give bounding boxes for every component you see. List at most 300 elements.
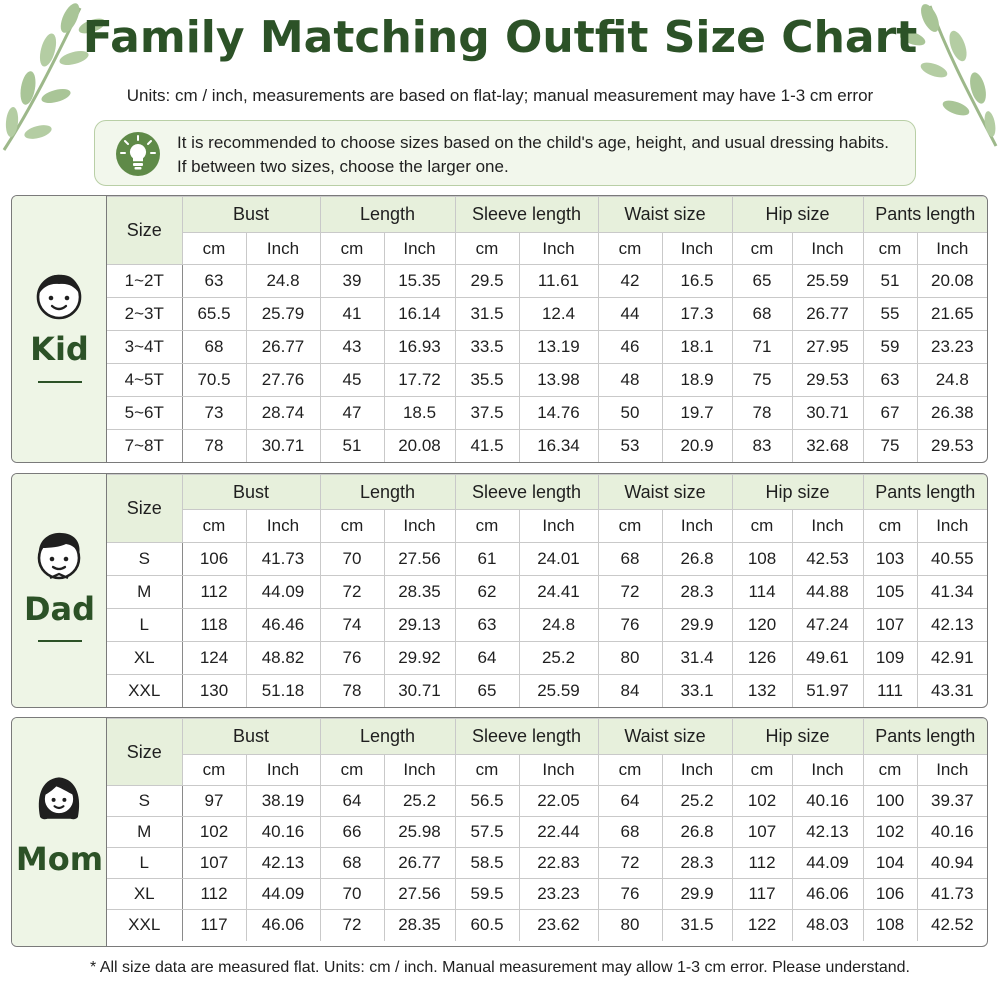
- value-cell: 31.5: [662, 910, 732, 941]
- value-cell: 14.76: [519, 397, 598, 430]
- size-cell: L: [107, 848, 182, 879]
- value-cell: 63: [182, 265, 246, 298]
- value-cell: 26.8: [662, 543, 732, 576]
- tip-line-1: It is recommended to choose sizes based on the child's age, height, and usual dressing habits.: [177, 133, 890, 152]
- value-cell: 106: [182, 543, 246, 576]
- value-cell: 132: [732, 675, 792, 708]
- value-cell: 72: [320, 910, 384, 941]
- size-cell: XL: [107, 642, 182, 675]
- value-cell: 12.4: [519, 298, 598, 331]
- value-cell: 27.56: [384, 543, 455, 576]
- waist-size-header: Waist size: [598, 197, 732, 233]
- value-cell: 56.5: [455, 786, 519, 817]
- value-cell: 42.91: [917, 642, 987, 675]
- value-cell: 48: [598, 364, 662, 397]
- dad-side-panel: [12, 474, 107, 707]
- value-cell: 30.71: [246, 430, 320, 463]
- value-cell: 29.9: [662, 879, 732, 910]
- size-cell: L: [107, 609, 182, 642]
- value-cell: 16.93: [384, 331, 455, 364]
- waist-size-header: Waist size: [598, 719, 732, 755]
- value-cell: 20.9: [662, 430, 732, 463]
- table-row: [107, 397, 987, 430]
- value-cell: 37.5: [455, 397, 519, 430]
- value-cell: 26.77: [792, 298, 863, 331]
- cm-unit-header: cm: [598, 510, 662, 543]
- size-cell: M: [107, 817, 182, 848]
- tip-line-2: If between two sizes, choose the larger one.: [177, 157, 509, 176]
- length-header: Length: [320, 719, 455, 755]
- size-cell: M: [107, 576, 182, 609]
- value-cell: 102: [732, 786, 792, 817]
- cm-unit-header: cm: [182, 510, 246, 543]
- value-cell: 39: [320, 265, 384, 298]
- value-cell: 49.61: [792, 642, 863, 675]
- value-cell: 42.53: [792, 543, 863, 576]
- hip-size-header: Hip size: [732, 475, 863, 510]
- size-cell: 3~4T: [107, 331, 182, 364]
- value-cell: 16.14: [384, 298, 455, 331]
- size-column-header: Size: [107, 475, 182, 543]
- value-cell: 25.2: [662, 786, 732, 817]
- value-cell: 28.74: [246, 397, 320, 430]
- value-cell: 18.9: [662, 364, 732, 397]
- inch-unit-header: Inch: [246, 755, 320, 786]
- value-cell: 78: [182, 430, 246, 463]
- value-cell: 51.18: [246, 675, 320, 708]
- value-cell: 118: [182, 609, 246, 642]
- value-cell: 22.44: [519, 817, 598, 848]
- value-cell: 76: [320, 642, 384, 675]
- value-cell: 16.34: [519, 430, 598, 463]
- value-cell: 60.5: [455, 910, 519, 941]
- table-row: [107, 786, 987, 817]
- value-cell: 35.5: [455, 364, 519, 397]
- value-cell: 51: [863, 265, 917, 298]
- value-cell: 70: [320, 543, 384, 576]
- value-cell: 120: [732, 609, 792, 642]
- table-row: [107, 642, 987, 675]
- value-cell: 25.2: [519, 642, 598, 675]
- value-cell: 28.3: [662, 848, 732, 879]
- dad-underline: [38, 640, 82, 642]
- value-cell: 18.1: [662, 331, 732, 364]
- value-cell: 41.73: [246, 543, 320, 576]
- value-cell: 22.05: [519, 786, 598, 817]
- value-cell: 39.37: [917, 786, 987, 817]
- value-cell: 38.19: [246, 786, 320, 817]
- table-row: [107, 430, 987, 463]
- value-cell: 80: [598, 642, 662, 675]
- value-cell: 30.71: [792, 397, 863, 430]
- cm-unit-header: cm: [863, 233, 917, 265]
- value-cell: 107: [182, 848, 246, 879]
- size-cell: 7~8T: [107, 430, 182, 463]
- inch-unit-header: Inch: [917, 755, 987, 786]
- size-cell: XXL: [107, 910, 182, 941]
- size-cell: S: [107, 543, 182, 576]
- length-header: Length: [320, 475, 455, 510]
- value-cell: 68: [732, 298, 792, 331]
- value-cell: 51.97: [792, 675, 863, 708]
- value-cell: 16.5: [662, 265, 732, 298]
- value-cell: 40.16: [792, 786, 863, 817]
- page-title: Family Matching Outfit Size Chart: [82, 12, 918, 63]
- value-cell: 53: [598, 430, 662, 463]
- value-cell: 42.13: [917, 609, 987, 642]
- value-cell: 102: [863, 817, 917, 848]
- value-cell: 65: [455, 675, 519, 708]
- value-cell: 13.98: [519, 364, 598, 397]
- value-cell: 62: [455, 576, 519, 609]
- cm-unit-header: cm: [863, 510, 917, 543]
- cm-unit-header: cm: [320, 755, 384, 786]
- child-face-icon: [32, 268, 86, 322]
- value-cell: 105: [863, 576, 917, 609]
- waist-size-header: Waist size: [598, 475, 732, 510]
- value-cell: 40.16: [246, 817, 320, 848]
- table-row: [107, 364, 987, 397]
- value-cell: 78: [732, 397, 792, 430]
- value-cell: 24.8: [917, 364, 987, 397]
- value-cell: 61: [455, 543, 519, 576]
- inch-unit-header: Inch: [792, 510, 863, 543]
- value-cell: 45: [320, 364, 384, 397]
- value-cell: 13.19: [519, 331, 598, 364]
- bust-header: Bust: [182, 197, 320, 233]
- value-cell: 46: [598, 331, 662, 364]
- value-cell: 51: [320, 430, 384, 463]
- value-cell: 33.1: [662, 675, 732, 708]
- table-row: [107, 543, 987, 576]
- value-cell: 107: [732, 817, 792, 848]
- value-cell: 46.06: [792, 879, 863, 910]
- page-subtitle: Units: cm / inch, measurements are based on flat-lay; manual measurement may have 1-3 cm error: [126, 86, 874, 105]
- value-cell: 48.03: [792, 910, 863, 941]
- value-cell: 70.5: [182, 364, 246, 397]
- value-cell: 33.5: [455, 331, 519, 364]
- value-cell: 44: [598, 298, 662, 331]
- value-cell: 27.76: [246, 364, 320, 397]
- value-cell: 19.7: [662, 397, 732, 430]
- value-cell: 23.23: [519, 879, 598, 910]
- value-cell: 44.09: [792, 848, 863, 879]
- cm-unit-header: cm: [455, 233, 519, 265]
- inch-unit-header: Inch: [662, 510, 732, 543]
- mom-size-table: [107, 718, 987, 941]
- value-cell: 66: [320, 817, 384, 848]
- value-cell: 25.79: [246, 298, 320, 331]
- cm-unit-header: cm: [863, 755, 917, 786]
- value-cell: 31.5: [455, 298, 519, 331]
- value-cell: 15.35: [384, 265, 455, 298]
- value-cell: 31.4: [662, 642, 732, 675]
- value-cell: 114: [732, 576, 792, 609]
- value-cell: 23.23: [917, 331, 987, 364]
- inch-unit-header: Inch: [792, 755, 863, 786]
- value-cell: 24.41: [519, 576, 598, 609]
- value-cell: 102: [182, 817, 246, 848]
- cm-unit-header: cm: [182, 233, 246, 265]
- value-cell: 21.65: [917, 298, 987, 331]
- pants-length-header: Pants length: [863, 197, 987, 233]
- table-row: [107, 910, 987, 941]
- sleeve-length-header: Sleeve length: [455, 719, 598, 755]
- value-cell: 112: [182, 879, 246, 910]
- inch-unit-header: Inch: [519, 755, 598, 786]
- value-cell: 112: [182, 576, 246, 609]
- value-cell: 42.52: [917, 910, 987, 941]
- value-cell: 17.72: [384, 364, 455, 397]
- cm-unit-header: cm: [732, 233, 792, 265]
- value-cell: 43.31: [917, 675, 987, 708]
- value-cell: 29.92: [384, 642, 455, 675]
- value-cell: 108: [863, 910, 917, 941]
- hip-size-header: Hip size: [732, 197, 863, 233]
- cm-unit-header: cm: [598, 233, 662, 265]
- value-cell: 67: [863, 397, 917, 430]
- value-cell: 24.8: [246, 265, 320, 298]
- value-cell: 25.59: [792, 265, 863, 298]
- mom-side-panel: [12, 718, 107, 946]
- mom-size-section: [11, 717, 988, 947]
- cm-unit-header: cm: [455, 510, 519, 543]
- kid-underline: [38, 381, 82, 383]
- inch-unit-header: Inch: [246, 233, 320, 265]
- value-cell: 112: [732, 848, 792, 879]
- value-cell: 64: [455, 642, 519, 675]
- value-cell: 71: [732, 331, 792, 364]
- value-cell: 73: [182, 397, 246, 430]
- cm-unit-header: cm: [732, 755, 792, 786]
- value-cell: 68: [182, 331, 246, 364]
- dad-label: Dad: [23, 590, 96, 628]
- size-cell: 1~2T: [107, 265, 182, 298]
- footnote: * All size data are measured flat. Units: cm / inch. Manual measurement may allow 1-3 cm error. Please understand.: [90, 959, 910, 976]
- sleeve-length-header: Sleeve length: [455, 475, 598, 510]
- value-cell: 76: [598, 879, 662, 910]
- value-cell: 68: [320, 848, 384, 879]
- value-cell: 72: [598, 576, 662, 609]
- value-cell: 26.77: [384, 848, 455, 879]
- inch-unit-header: Inch: [917, 510, 987, 543]
- value-cell: 24.01: [519, 543, 598, 576]
- value-cell: 59: [863, 331, 917, 364]
- man-face-icon: [32, 528, 86, 582]
- value-cell: 124: [182, 642, 246, 675]
- hip-size-header: Hip size: [732, 719, 863, 755]
- value-cell: 40.16: [917, 817, 987, 848]
- value-cell: 22.83: [519, 848, 598, 879]
- value-cell: 27.56: [384, 879, 455, 910]
- table-row: [107, 848, 987, 879]
- value-cell: 122: [732, 910, 792, 941]
- cm-unit-header: cm: [320, 233, 384, 265]
- value-cell: 28.35: [384, 910, 455, 941]
- value-cell: 104: [863, 848, 917, 879]
- woman-face-icon: [32, 772, 86, 826]
- value-cell: 65.5: [182, 298, 246, 331]
- value-cell: 75: [732, 364, 792, 397]
- value-cell: 18.5: [384, 397, 455, 430]
- value-cell: 108: [732, 543, 792, 576]
- table-row: [107, 675, 987, 708]
- value-cell: 72: [320, 576, 384, 609]
- value-cell: 111: [863, 675, 917, 708]
- value-cell: 50: [598, 397, 662, 430]
- value-cell: 63: [455, 609, 519, 642]
- value-cell: 72: [598, 848, 662, 879]
- value-cell: 20.08: [917, 265, 987, 298]
- value-cell: 41.73: [917, 879, 987, 910]
- value-cell: 42.13: [792, 817, 863, 848]
- value-cell: 57.5: [455, 817, 519, 848]
- pants-length-header: Pants length: [863, 475, 987, 510]
- pants-length-header: Pants length: [863, 719, 987, 755]
- value-cell: 24.8: [519, 609, 598, 642]
- value-cell: 59.5: [455, 879, 519, 910]
- value-cell: 47: [320, 397, 384, 430]
- kid-side-panel: [12, 196, 107, 462]
- value-cell: 70: [320, 879, 384, 910]
- cm-unit-header: cm: [598, 755, 662, 786]
- table-row: [107, 576, 987, 609]
- value-cell: 126: [732, 642, 792, 675]
- dad-size-table: [107, 474, 987, 708]
- value-cell: 100: [863, 786, 917, 817]
- value-cell: 68: [598, 817, 662, 848]
- value-cell: 41: [320, 298, 384, 331]
- value-cell: 65: [732, 265, 792, 298]
- size-cell: XL: [107, 879, 182, 910]
- sleeve-length-header: Sleeve length: [455, 197, 598, 233]
- cm-unit-header: cm: [182, 755, 246, 786]
- value-cell: 48.82: [246, 642, 320, 675]
- length-header: Length: [320, 197, 455, 233]
- size-cell: 2~3T: [107, 298, 182, 331]
- table-row: [107, 879, 987, 910]
- inch-unit-header: Inch: [246, 510, 320, 543]
- value-cell: 103: [863, 543, 917, 576]
- inch-unit-header: Inch: [662, 755, 732, 786]
- value-cell: 20.08: [384, 430, 455, 463]
- value-cell: 25.2: [384, 786, 455, 817]
- dad-size-section: [11, 473, 988, 708]
- size-cell: XXL: [107, 675, 182, 708]
- value-cell: 11.61: [519, 265, 598, 298]
- inch-unit-header: Inch: [917, 233, 987, 265]
- value-cell: 25.98: [384, 817, 455, 848]
- value-cell: 64: [320, 786, 384, 817]
- value-cell: 29.13: [384, 609, 455, 642]
- value-cell: 83: [732, 430, 792, 463]
- value-cell: 84: [598, 675, 662, 708]
- value-cell: 78: [320, 675, 384, 708]
- value-cell: 117: [182, 910, 246, 941]
- value-cell: 109: [863, 642, 917, 675]
- cm-unit-header: cm: [732, 510, 792, 543]
- value-cell: 29.5: [455, 265, 519, 298]
- value-cell: 43: [320, 331, 384, 364]
- cm-unit-header: cm: [455, 755, 519, 786]
- value-cell: 117: [732, 879, 792, 910]
- value-cell: 76: [598, 609, 662, 642]
- inch-unit-header: Inch: [384, 233, 455, 265]
- bust-header: Bust: [182, 475, 320, 510]
- inch-unit-header: Inch: [384, 510, 455, 543]
- size-cell: 5~6T: [107, 397, 182, 430]
- value-cell: 26.77: [246, 331, 320, 364]
- value-cell: 25.59: [519, 675, 598, 708]
- value-cell: 26.38: [917, 397, 987, 430]
- value-cell: 42: [598, 265, 662, 298]
- size-column-header: Size: [107, 719, 182, 786]
- table-row: [107, 265, 987, 298]
- value-cell: 80: [598, 910, 662, 941]
- value-cell: 28.3: [662, 576, 732, 609]
- mom-label: Mom: [15, 840, 104, 878]
- value-cell: 32.68: [792, 430, 863, 463]
- table-row: [107, 298, 987, 331]
- value-cell: 40.55: [917, 543, 987, 576]
- kid-label: Kid: [30, 330, 89, 368]
- size-cell: S: [107, 786, 182, 817]
- value-cell: 29.53: [792, 364, 863, 397]
- value-cell: 29.53: [917, 430, 987, 463]
- value-cell: 97: [182, 786, 246, 817]
- value-cell: 47.24: [792, 609, 863, 642]
- value-cell: 27.95: [792, 331, 863, 364]
- value-cell: 23.62: [519, 910, 598, 941]
- inch-unit-header: Inch: [519, 510, 598, 543]
- value-cell: 44.09: [246, 576, 320, 609]
- value-cell: 17.3: [662, 298, 732, 331]
- value-cell: 130: [182, 675, 246, 708]
- tip-box: [94, 120, 916, 186]
- value-cell: 55: [863, 298, 917, 331]
- table-row: [107, 609, 987, 642]
- value-cell: 30.71: [384, 675, 455, 708]
- value-cell: 26.8: [662, 817, 732, 848]
- value-cell: 64: [598, 786, 662, 817]
- value-cell: 42.13: [246, 848, 320, 879]
- value-cell: 44.88: [792, 576, 863, 609]
- kid-size-table: [107, 196, 987, 463]
- bust-header: Bust: [182, 719, 320, 755]
- value-cell: 63: [863, 364, 917, 397]
- value-cell: 41.5: [455, 430, 519, 463]
- size-column-header: Size: [107, 197, 182, 265]
- value-cell: 41.34: [917, 576, 987, 609]
- tip-text: [177, 131, 907, 179]
- value-cell: 75: [863, 430, 917, 463]
- value-cell: 44.09: [246, 879, 320, 910]
- value-cell: 46.06: [246, 910, 320, 941]
- inch-unit-header: Inch: [662, 233, 732, 265]
- inch-unit-header: Inch: [384, 755, 455, 786]
- value-cell: 40.94: [917, 848, 987, 879]
- value-cell: 106: [863, 879, 917, 910]
- table-row: [107, 817, 987, 848]
- kid-size-section: [11, 195, 988, 463]
- value-cell: 68: [598, 543, 662, 576]
- value-cell: 46.46: [246, 609, 320, 642]
- value-cell: 29.9: [662, 609, 732, 642]
- inch-unit-header: Inch: [519, 233, 598, 265]
- lightbulb-icon: [115, 131, 161, 177]
- value-cell: 74: [320, 609, 384, 642]
- inch-unit-header: Inch: [792, 233, 863, 265]
